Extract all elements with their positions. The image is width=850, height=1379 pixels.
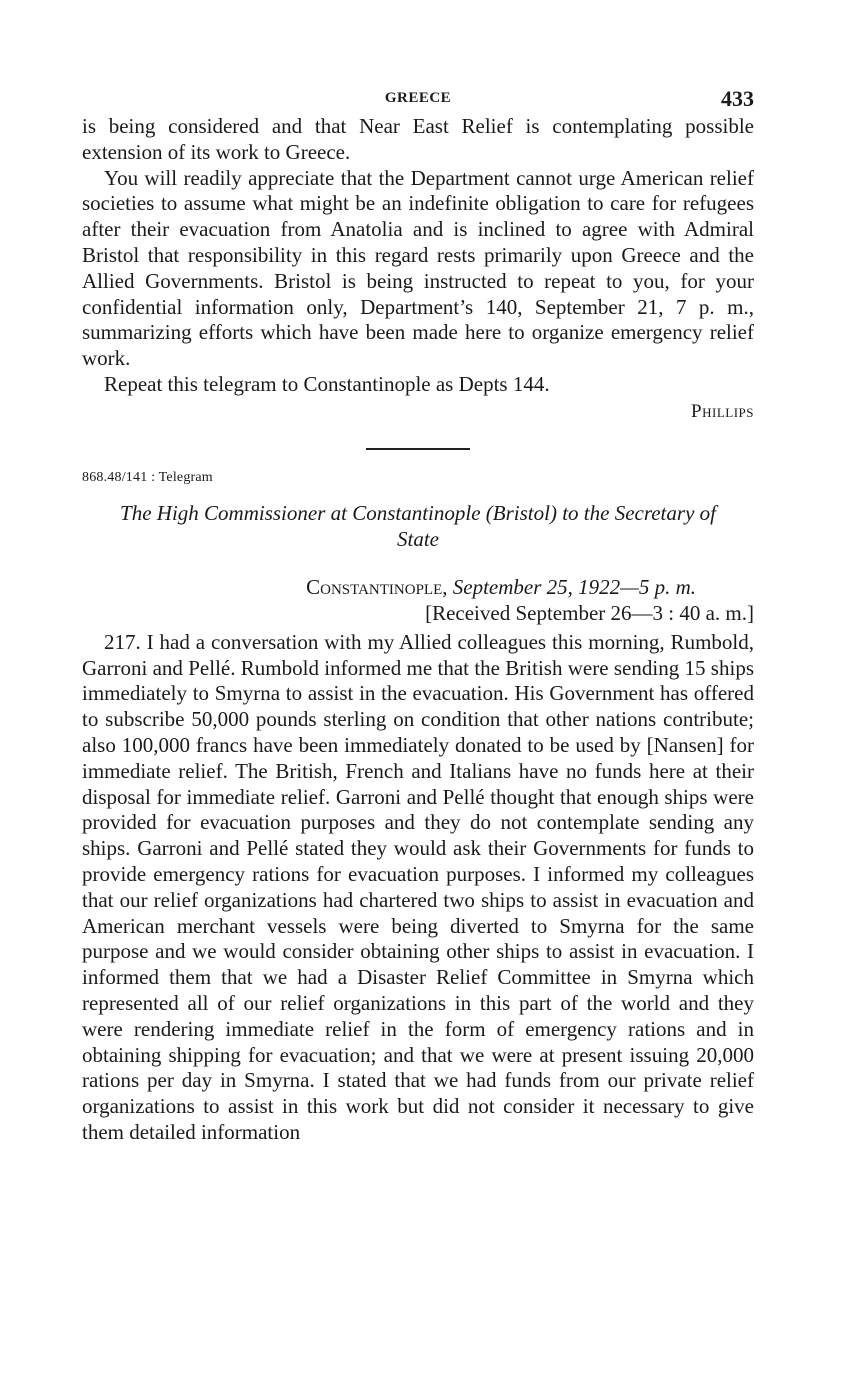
section-divider [366,448,470,450]
dateline-place: Constantinople, [306,574,448,599]
file-reference: 868.48/141 : Telegram [82,469,213,485]
body-paragraph: You will readily appreciate that the Department cannot urge American relief societies to assume what might be an indefinite obligation to care for refugees after their evacuation from Anatolia and is inclined to agree with Admiral Bristol that responsibility in this regard rests primarily upon Greece and the Allied Governments. Bristol is being instructed to repeat to you, for your confidential information only, Department’s 140, September 21, 7 p. m., summarizing efforts which have been made here to organize emergency relief work. [82,165,754,371]
continuation-paragraph: is being considered and that Near East Relief is contemplating possible extension of its work to Greece. [82,114,754,164]
document-page [82,84,754,1146]
document-title: The High Commissioner at Constantinople (Bristol) to the Secretary of State [120,500,716,551]
signature: Phillips [691,400,754,422]
dateline [82,574,754,600]
dateline-date: September 25, 1922—5 p. m. [452,574,696,599]
telegram-body: 217. I had a conversation with my Allied colleagues this morning, Rumbold, Garroni and Pellé. Rumbold informed me that the British were sending 15 ships immediately to Smyrna to assist in the evacuation. His Government has offered to subscribe 50,000 pounds sterling on condition that other nations contribute; also 100,000 francs have been immediately donated to be used by [Nansen] for immediate relief. The British, French and Italians have no funds here at their disposal for immediate relief. Garroni and Pellé thought that enough ships were provided for evacuation purposes and they do not contemplate sending any ships. Garroni and Pellé stated they would ask their Governments for funds to provide emergency rations for evacuation purposes. I informed my colleagues that our relief organizations had chartered two ships to assist in evacuation and American merchant vessels were being diverted to Smyrna for the same purpose and we would consider obtaining other ships to assist in evacuation. I informed them that we had a Disaster Relief Committee in Smyrna which represented all of our relief organizations in this part of the world and they were rendering immediate relief in the form of emergency rations and in obtaining shipping for evacuation; and that we were at present issuing 20,000 rations per day in Smyrna. I stated that we had funds from our private relief organizations to assist in this work but did not consider it necessary to give them detailed information [82,629,754,1144]
page-number: 433 [721,86,754,111]
received-note: [Received September 26—3 : 40 a. m.] [425,600,754,625]
body-paragraph: Repeat this telegram to Constantinople as Depts 144. [104,371,550,396]
running-title: GREECE [384,90,452,106]
running-head [82,84,754,114]
